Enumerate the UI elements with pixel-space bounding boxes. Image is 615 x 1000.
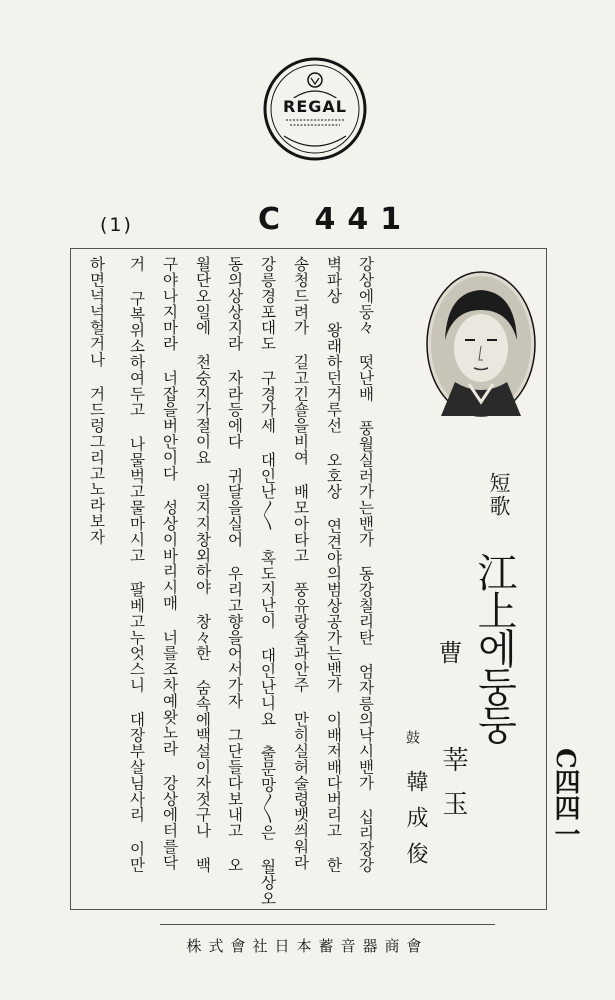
lyric-line: 월단오일에 천숭지가절이요 일지지창외하야 창々한 숨속에백설이자젓구나 백 bbox=[193, 256, 212, 873]
performer-given-name: 莘玉 bbox=[438, 746, 468, 834]
accompanist-name: 韓成俊 bbox=[403, 770, 428, 878]
performer-surname: 曹 bbox=[434, 640, 462, 664]
lyric-line: 거 구복위소하여두고 나물벅고물마시고 팔베고누엇스니 대장부살님사리 이만 bbox=[127, 256, 146, 873]
footer-divider bbox=[160, 924, 495, 925]
lyric-line: 동의상상지라 자라등에다 귀달을실어 우리고향을어서가자 그단들다보내고 오 bbox=[225, 256, 244, 873]
catalog-number: C 441 bbox=[258, 202, 414, 237]
portrait-photo bbox=[425, 270, 537, 418]
logo-text: REGAL bbox=[283, 97, 347, 116]
lyric-line: 송청드려가 길고긴숄을비여 배모아타고 풍유랑술과안주 만히실허술령뱃씌워라 bbox=[291, 256, 310, 871]
lyric-line: 하면넉넉헐거나 거드렁그리고노라보자 bbox=[87, 256, 106, 545]
accompanist-role: 鼓 bbox=[404, 730, 420, 744]
genre-label: 短歌 bbox=[487, 472, 511, 518]
publisher-footer: 株式會社日本蓄音器商會 bbox=[186, 937, 429, 955]
lyric-line: 강릉경포대도 구경가세 대인난〳〵 혹도지난이 대인난니요 출문망〳〵은 월상오 bbox=[258, 256, 277, 907]
catalog-number-vertical: C四四一 bbox=[550, 748, 580, 847]
side-number: (1) bbox=[100, 214, 133, 236]
lyric-line: 벽파상 왕래하던거루선 오호상 연견야의범상공가는밴가 이배저배다버리고 한 bbox=[324, 256, 343, 873]
song-title: 江上에둥둥 bbox=[471, 552, 517, 742]
regal-logo bbox=[262, 56, 368, 162]
lyric-line: 강상에둥々 떳난배 풍월실러가는밴가 동강칠리탄 엄자릉의낙시밴가 십리장강 bbox=[356, 256, 375, 873]
lyric-line: 구야나지마라 너잡을버안이다 성상이바리시매 너를조차예왓노라 강상에터를닥 bbox=[160, 256, 179, 871]
